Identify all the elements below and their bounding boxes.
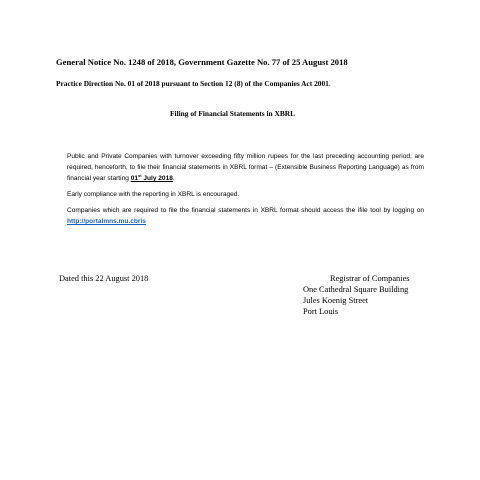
paragraph-early-compliance: Early compliance with the reporting in XBRL is encouraged. xyxy=(67,191,240,198)
paragraph-turnover xyxy=(67,151,424,184)
practice-direction-text: Practice Direction No. 01 of 2018 pursuant to Section 12 (8) of the Companies Act 2001 xyxy=(56,79,329,88)
address-line-2: Jules Koenig Street xyxy=(303,296,369,305)
start-date xyxy=(131,175,173,182)
paragraph-turnover-text: Public and Private Companies with turnover exceeding fifty million rupees for the last preceding accounting period, are required, henceforth, to file their financial statements in XBRL format – (Extensible Business Reporting Language) as from financial year starting xyxy=(67,153,424,182)
start-date-rest: July 2018 xyxy=(141,175,173,182)
address-line-1: One Cathedral Square Building xyxy=(303,285,409,294)
practice-direction-period: . xyxy=(328,79,331,88)
paragraph-ifile-text: Companies which are required to file the financial statements in XBRL format should access the ifile tool by logging on xyxy=(67,207,424,214)
practice-direction xyxy=(56,79,331,88)
paragraph-ifile xyxy=(67,205,424,227)
address-line-3: Port Louis xyxy=(303,307,339,316)
start-date-suffix: st xyxy=(137,173,142,178)
start-date-day: 01 xyxy=(130,175,138,182)
registrar-title: Registrar of Companies xyxy=(330,274,410,283)
paragraph-turnover-end: . xyxy=(172,175,175,182)
notice-title: General Notice No. 1248 of 2018, Government Gazette No. 77 of 25 August 2018 xyxy=(56,57,348,67)
dated-line: Dated this 22 August 2018 xyxy=(59,274,149,283)
body-text xyxy=(67,151,424,232)
subject-heading: Filing of Financial Statements in XBRL xyxy=(170,109,296,118)
portal-link[interactable]: http://portalmns.mu.cbris xyxy=(67,218,146,225)
